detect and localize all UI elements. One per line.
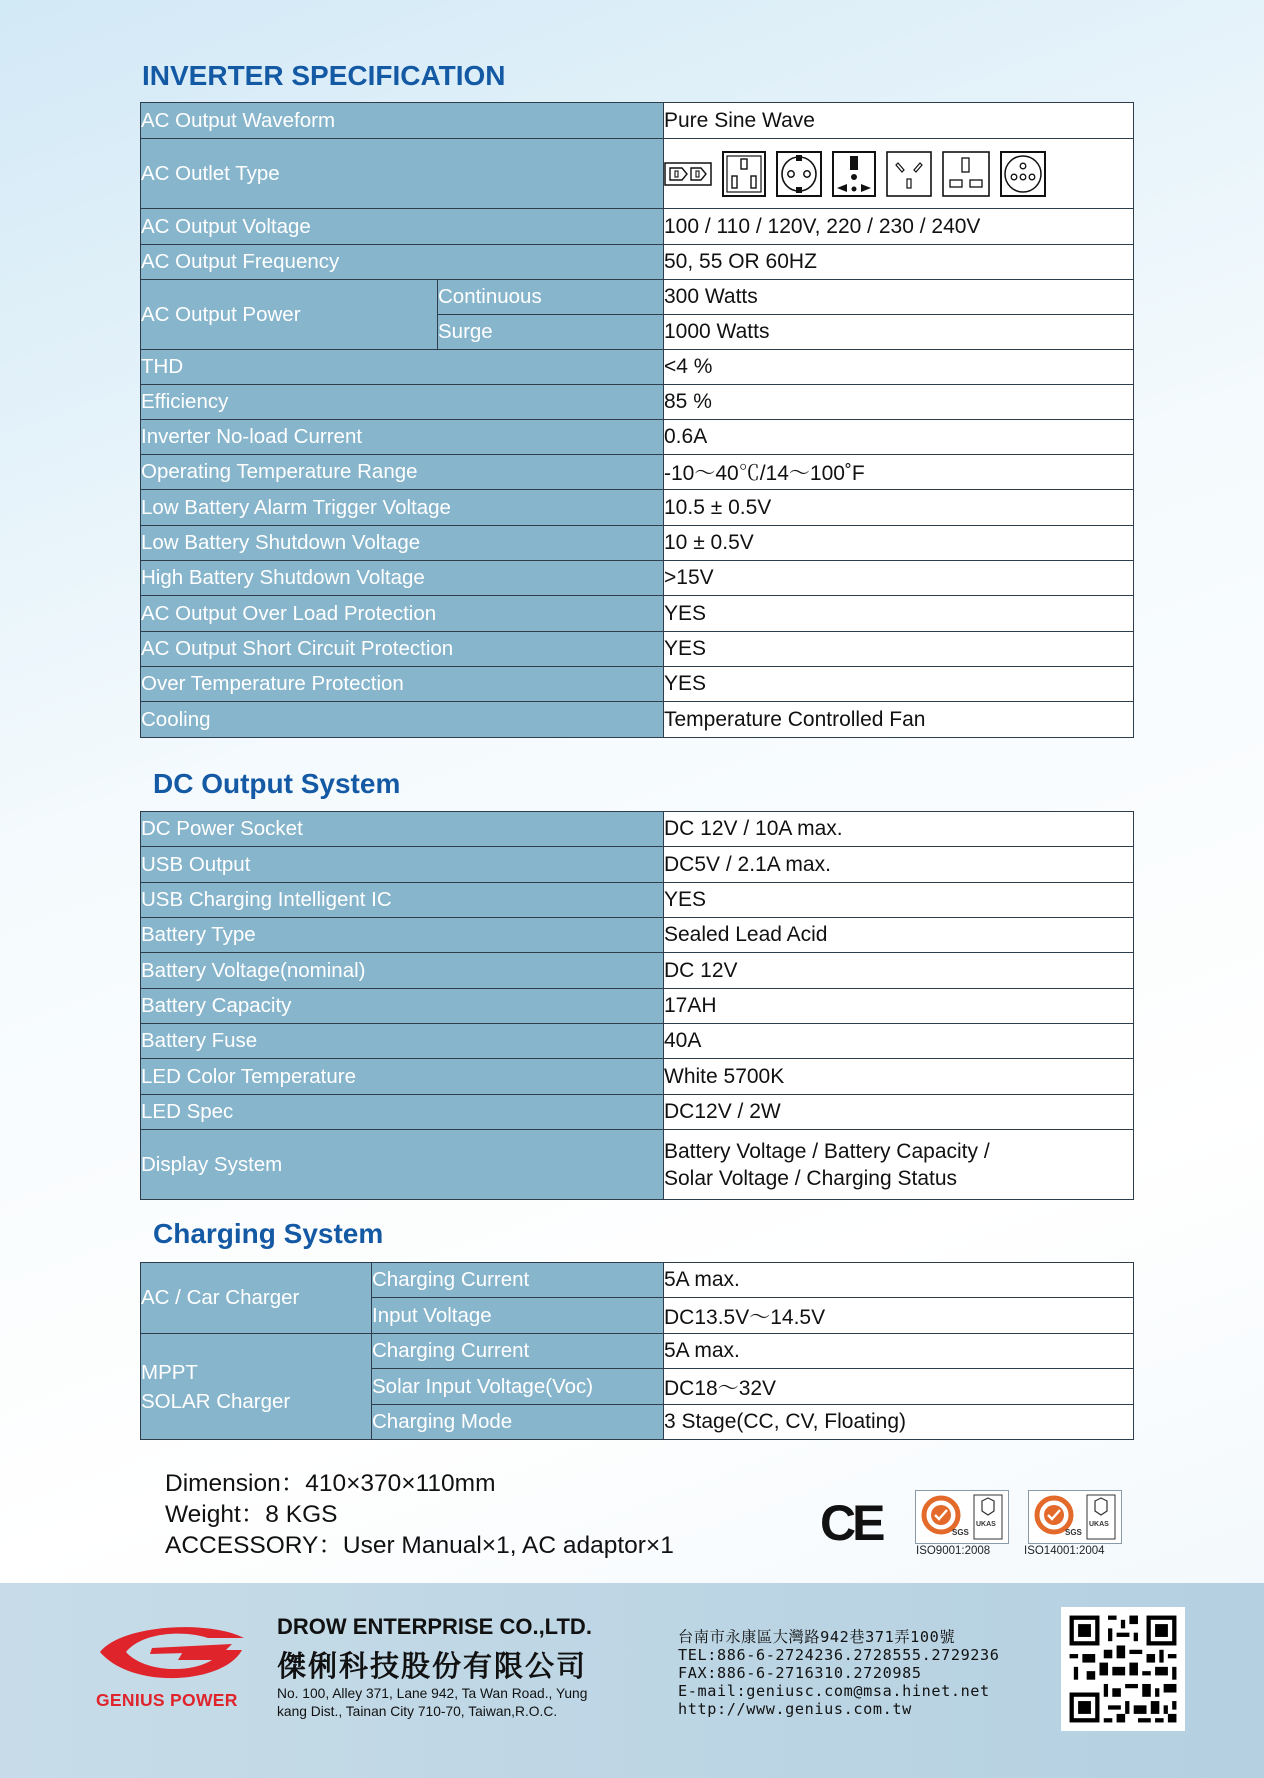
table-row <box>141 526 1134 561</box>
row-label: DC Power Socket <box>141 812 664 847</box>
row-label: Inverter No-load Current <box>141 420 664 455</box>
row-label: AC Output Frequency <box>141 245 664 280</box>
row-label: Low Battery Shutdown Voltage <box>141 526 664 561</box>
table-row <box>141 918 1134 953</box>
sub-label: Input Voltage <box>372 1298 664 1334</box>
accessory-text: ACCESSORY：User Manual×1, AC adaptor×1 <box>165 1532 674 1559</box>
row-value: Pure Sine Wave <box>664 103 1134 139</box>
row-label: Battery Fuse <box>141 1024 664 1059</box>
row-label: Over Temperature Protection <box>141 667 664 702</box>
sub-label: Continuous <box>438 280 664 315</box>
address-zh: 台南市永康區大灣路942巷371弄100號 <box>678 1628 956 1646</box>
row-label: Low Battery Alarm Trigger Voltage <box>141 490 664 526</box>
row-value: 10 ± 0.5V <box>664 526 1134 561</box>
table-row <box>141 1095 1134 1130</box>
sgs-label: SGS <box>952 1528 969 1537</box>
qr-code[interactable] <box>1061 1607 1185 1731</box>
table-row <box>141 350 1134 385</box>
row-value: >15V <box>664 561 1134 596</box>
row-label: Battery Capacity <box>141 989 664 1024</box>
row-value: 85 % <box>664 385 1134 420</box>
display-line-2: Solar Voltage / Charging Status <box>664 1166 958 1190</box>
row-value: Sealed Lead Acid <box>664 918 1134 953</box>
row-value: -10～40℃/14～100˚F <box>664 455 1134 490</box>
company-name-zh: 傑俐科技股份有限公司 <box>277 1651 588 1683</box>
row-value: 50, 55 OR 60HZ <box>664 245 1134 280</box>
sub-label: Charging Current <box>372 1334 664 1369</box>
table-row <box>141 420 1134 455</box>
row-value: YES <box>664 632 1134 667</box>
row-value: YES <box>664 883 1134 918</box>
row-value: DC 12V / 10A max. <box>664 812 1134 847</box>
row-label: USB Output <box>141 847 664 883</box>
table-row <box>141 103 1134 139</box>
table-row <box>141 1334 1134 1369</box>
table-row <box>141 245 1134 280</box>
row-value: 17AH <box>664 989 1134 1024</box>
row-label: AC Output Voltage <box>141 209 664 245</box>
table-row <box>141 632 1134 667</box>
universal-outlet-icon <box>832 151 876 197</box>
inverter-spec-table <box>140 102 1134 738</box>
row-label: USB Charging Intelligent IC <box>141 883 664 918</box>
row-value: 5A max. <box>664 1263 1134 1298</box>
ukas-label: UKAS <box>1089 1521 1109 1528</box>
dimension-text: Dimension：410×370×110mm <box>165 1470 496 1497</box>
mppt-label-line-1: MPPT <box>141 1360 198 1384</box>
table-row <box>141 953 1134 989</box>
french-outlet-icon <box>1000 151 1046 197</box>
sub-label: Charging Mode <box>372 1405 664 1440</box>
iso9001-logo <box>915 1490 1009 1544</box>
iso14001-label: ISO14001:2004 <box>1024 1545 1105 1557</box>
brand-name: GENIUS POWER <box>96 1690 238 1710</box>
sgs-label: SGS <box>1065 1528 1082 1537</box>
row-value: 10.5 ± 0.5V <box>664 490 1134 526</box>
tel-text: TEL:886-6-2724236.2728555.2729236 <box>678 1646 1000 1664</box>
row-label: THD <box>141 350 664 385</box>
sub-label: Solar Input Voltage(Voc) <box>372 1369 664 1405</box>
row-value: 5A max. <box>664 1334 1134 1369</box>
row-value: 300 Watts <box>664 280 1134 315</box>
row-label: Efficiency <box>141 385 664 420</box>
table-row <box>141 596 1134 632</box>
row-value: DC18～32V <box>664 1369 1134 1405</box>
mppt-label-line-2: SOLAR Charger <box>141 1389 291 1413</box>
genius-power-logo-icon <box>92 1618 252 1688</box>
row-value: DC13.5V～14.5V <box>664 1298 1134 1334</box>
row-value: YES <box>664 667 1134 702</box>
sub-label: Surge <box>438 315 664 350</box>
table-row <box>141 1130 1134 1200</box>
row-label: Cooling <box>141 702 664 738</box>
au-outlet-icon <box>886 151 932 197</box>
product-info <box>165 1468 674 1561</box>
table-row <box>141 385 1134 420</box>
uk-outlet-icon <box>722 151 766 197</box>
row-label: AC Output Power <box>141 280 438 350</box>
row-label: LED Spec <box>141 1095 664 1130</box>
display-line-1: Battery Voltage / Battery Capacity / <box>664 1139 990 1163</box>
address-line-2: kang Dist., Tainan City 710-70, Taiwan,R.O.C. <box>277 1704 558 1719</box>
iso9001-label: ISO9001:2008 <box>916 1545 991 1557</box>
row-value: White 5700K <box>664 1059 1134 1095</box>
table-row <box>141 702 1134 738</box>
table-row <box>141 1059 1134 1095</box>
row-value: 40A <box>664 1024 1134 1059</box>
row-label: LED Color Temperature <box>141 1059 664 1095</box>
ce-mark: CE <box>820 1495 882 1551</box>
row-value: DC5V / 2.1A max. <box>664 847 1134 883</box>
schuko-outlet-icon <box>776 151 822 197</box>
row-value: DC 12V <box>664 953 1134 989</box>
row-label: Operating Temperature Range <box>141 455 664 490</box>
email-link[interactable]: E-mail:geniusc.com@msa.hinet.net <box>678 1682 990 1700</box>
table-row <box>141 1024 1134 1059</box>
table-row <box>141 455 1134 490</box>
table-row <box>141 667 1134 702</box>
row-label: AC Output Waveform <box>141 103 664 139</box>
qr-code-icon <box>1061 1607 1185 1731</box>
weight-text: Weight：8 KGS <box>165 1501 338 1528</box>
table-row <box>141 812 1134 847</box>
dc-output-table <box>140 811 1134 1200</box>
us-outlet-icon <box>664 159 712 189</box>
fax-text: FAX:886-6-2716310.2720985 <box>678 1664 922 1682</box>
table-row <box>141 989 1134 1024</box>
ukas-label: UKAS <box>976 1521 996 1528</box>
company-address <box>277 1685 587 1721</box>
table-row <box>141 280 1134 315</box>
row-value: 3 Stage(CC, CV, Floating) <box>664 1405 1134 1440</box>
table-row <box>141 883 1134 918</box>
charging-system-table <box>140 1262 1134 1440</box>
row-label: Battery Voltage(nominal) <box>141 953 664 989</box>
row-label: AC / Car Charger <box>141 1263 372 1334</box>
row-label: AC Output Over Load Protection <box>141 596 664 632</box>
row-value: 100 / 110 / 120V, 220 / 230 / 240V <box>664 209 1134 245</box>
table-row <box>141 139 1134 209</box>
row-value: <4 % <box>664 350 1134 385</box>
table-row <box>141 490 1134 526</box>
company-name-en: DROW ENTERPRISE CO.,LTD. <box>277 1614 592 1639</box>
row-value: 1000 Watts <box>664 315 1134 350</box>
row-value: Temperature Controlled Fan <box>664 702 1134 738</box>
row-label: AC Outlet Type <box>141 139 664 209</box>
row-label: Display System <box>141 1130 664 1200</box>
india-outlet-icon <box>942 151 990 197</box>
table-row <box>141 1263 1134 1298</box>
outlet-icons <box>664 151 1133 197</box>
contact-info <box>678 1628 1000 1718</box>
row-label: Battery Type <box>141 918 664 953</box>
iso14001-logo <box>1028 1490 1122 1544</box>
table-row <box>141 561 1134 596</box>
sub-label: Charging Current <box>372 1263 664 1298</box>
mppt-label <box>141 1334 372 1440</box>
dc-output-title: DC Output System <box>153 768 401 799</box>
address-line-1: No. 100, Alley 371, Lane 942, Ta Wan Road., Yung <box>277 1686 588 1701</box>
row-value: DC12V / 2W <box>664 1095 1134 1130</box>
row-value: YES <box>664 596 1134 632</box>
row-value: 0.6A <box>664 420 1134 455</box>
row-label: High Battery Shutdown Voltage <box>141 561 664 596</box>
table-row <box>141 209 1134 245</box>
website-link[interactable]: http://www.genius.com.tw <box>678 1700 912 1718</box>
outlet-type-cell <box>664 139 1134 209</box>
row-label: AC Output Short Circuit Protection <box>141 632 664 667</box>
display-system-value <box>664 1130 1134 1200</box>
inverter-spec-title: INVERTER SPECIFICATION <box>142 60 506 91</box>
charging-system-title: Charging System <box>153 1218 384 1249</box>
table-row <box>141 847 1134 883</box>
